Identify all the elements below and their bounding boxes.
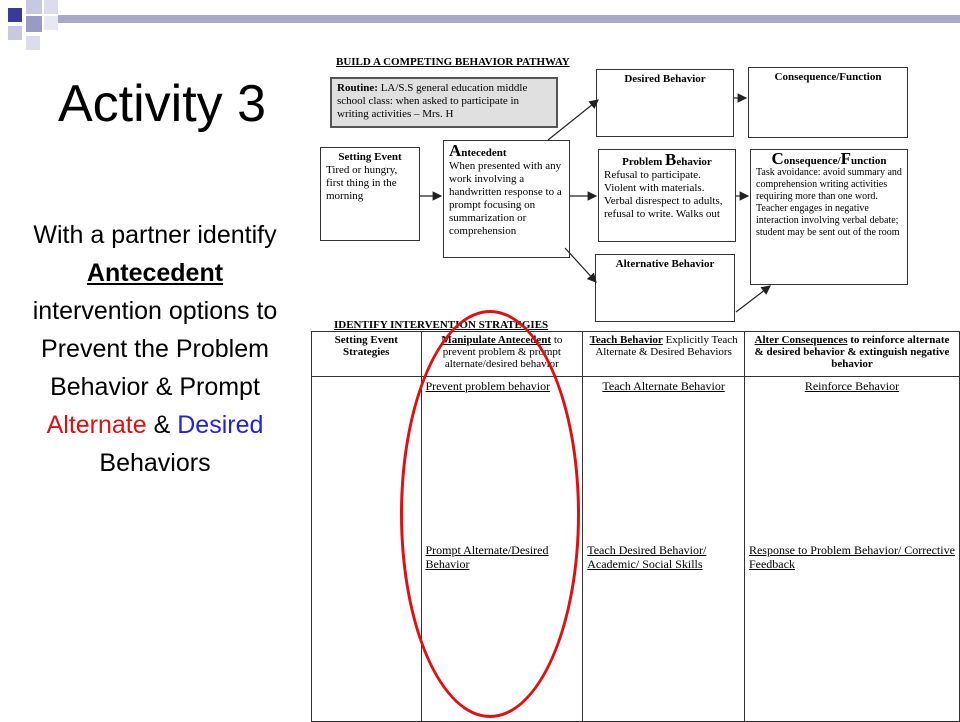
pathway-heading: BUILD A COMPETING BEHAVIOR PATHWAY [336,56,570,68]
teach-alternate-label: Teach Alternate Behavior [602,379,725,393]
problem-label-a: Problem [622,156,666,168]
cf-text: Task avoidance: avoid summary and comprehension writing activities requiring more than one word. Teacher engages in negative interaction involving verbal debate; student may be sent out of the room [756,167,902,238]
arrow-antecedent-to-desired [548,100,598,140]
cell-setting-strategies [312,377,422,722]
table-header-row [312,332,960,377]
instruction-alternate: Alternate [46,411,147,439]
strategies-table [311,331,960,722]
instruction-mid: intervention options to Prevent the Problem Behavior & Prompt [32,297,278,401]
setting-event-text: Tired or hungry, first thing in the morning [326,164,398,202]
arrow-antecedent-to-alternative [565,248,596,282]
col-header-consequences: Alter Consequences to reinforce alternate & desired behavior & extinguish negative behavior [744,332,959,377]
setting-event-label: Setting Event [338,151,402,163]
instruction-amp: & [153,411,171,439]
cf-initial-f: F [840,149,852,168]
teach-desired-label: Teach Desired Behavior/ Academic/ Social Skills [587,543,707,571]
problem-label-c: ehavior [676,156,712,168]
col-header-setting: Setting Event Strategies [312,332,422,377]
instruction-antecedent: Antecedent [86,259,224,287]
cell-consequences [744,377,959,722]
antecedent-label: ntecedent [461,147,507,159]
alternative-behavior-label: Alternative Behavior [615,258,715,270]
instruction-post: Behaviors [99,449,211,477]
routine-label: Routine: [337,82,378,94]
col-header-antecedent: Manipulate Antecedent to prevent problem & prompt alternate/desired behavior [421,332,583,377]
problem-text: Refusal to participate. Violent with materials. Verbal disrespect to adults, refusal to write. Walks out [604,169,723,220]
instruction-desired: Desired [177,411,264,439]
cf-mid: onsequence/ [783,155,841,167]
slide-title: Activity 3 [58,75,267,133]
instruction-pre: With a partner identify [33,221,277,249]
reinforce-behavior-label: Reinforce Behavior [804,379,900,393]
prompt-alternate-label: Prompt Alternate/Desired Behavior [425,543,549,571]
response-problem-label: Response to Problem Behavior/ Corrective Feedback [748,543,955,571]
cf-initial-c: C [771,149,784,168]
strategies-heading: IDENTIFY INTERVENTION STRATEGIES [334,319,549,331]
prevent-problem-label: Prevent problem behavior [425,379,551,393]
antecedent-text: When presented with any work involving a handwritten response to a prompt focusing on summarization or comprehension [449,160,562,237]
table-row [312,377,960,722]
cf-end: unction [851,155,887,167]
col-header-teach: Teach Behavior Explicitly Teach Alternate & Desired Behaviors [583,332,745,377]
cell-antecedent [421,377,583,722]
routine-text: LA/S.S general education middle school class: when asked to participate in writing activities – Mrs. H [337,82,528,120]
consequence-function-top-label: Consequence/Function [774,71,882,83]
arrow-alternative-to-consequence [736,286,770,312]
cell-teach [583,377,745,722]
desired-behavior-label: Desired Behavior [624,73,706,85]
problem-label-b: B [665,150,677,169]
antecedent-initial: A [449,141,462,160]
